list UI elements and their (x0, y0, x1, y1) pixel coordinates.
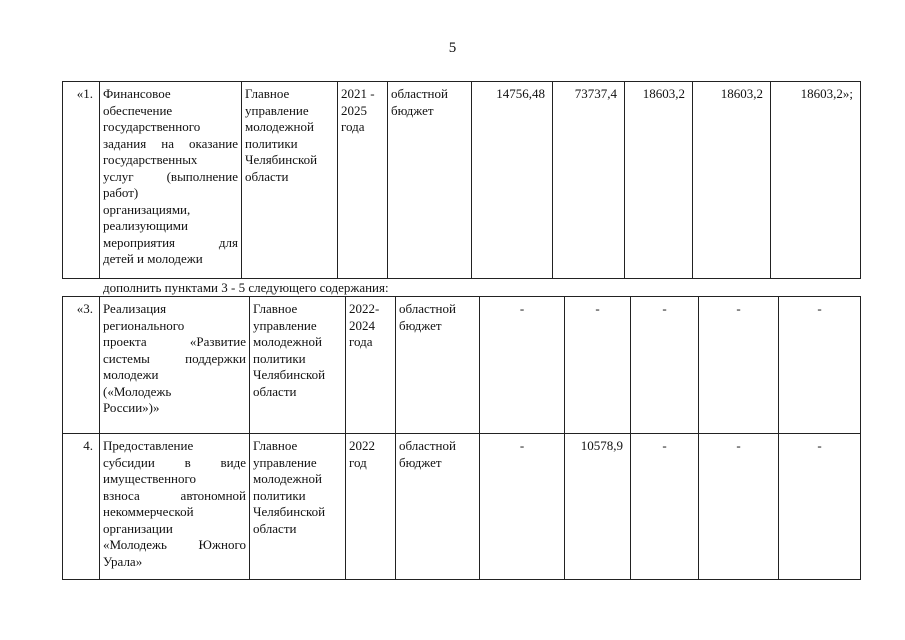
measure-name (100, 297, 250, 434)
program-table-part-2 (62, 296, 861, 580)
name-line: взноса автономной (103, 487, 246, 503)
implementation-period (338, 82, 388, 279)
name-line: проекта «Развитие (103, 334, 246, 349)
funding-value: 18603,2 (693, 82, 771, 279)
implementation-period (346, 434, 396, 580)
funding-value: - (779, 434, 861, 580)
org-line: политики (253, 350, 306, 366)
name-line: реализующими (103, 218, 188, 233)
funding-value: - (480, 434, 565, 580)
org-line: управление (253, 317, 317, 333)
funding-value: - (699, 434, 779, 580)
page-number: 5 (448, 40, 457, 56)
funding-value: - (779, 297, 861, 434)
responsible-organization (250, 434, 346, 580)
period-line: год (349, 454, 367, 470)
name-line: «Молодежь Южного (103, 537, 246, 552)
implementation-period (346, 297, 396, 434)
org-line: Главное (253, 438, 298, 453)
measure-name (100, 82, 242, 279)
responsible-organization (250, 297, 346, 434)
source-line: бюджет (391, 102, 434, 118)
source-line: бюджет (399, 317, 442, 333)
table-row (63, 297, 861, 434)
source-line: областной (399, 301, 456, 316)
org-line: Челябинской (253, 367, 326, 382)
funding-value: - (699, 297, 779, 434)
name-line: задания на оказание (103, 135, 238, 151)
org-line: области (253, 520, 297, 536)
row-number: «3. (63, 297, 100, 434)
org-line: Челябинской (253, 504, 326, 519)
name-line: молодежи (103, 367, 159, 382)
program-table-part-1 (62, 81, 861, 279)
funding-value: - (480, 297, 565, 434)
funding-value: 14756,48 (472, 82, 553, 279)
name-line: Урала» (103, 553, 143, 569)
name-line: некоммерческой (103, 504, 194, 519)
funding-value: - (565, 297, 631, 434)
name-line: организации (103, 520, 173, 536)
funding-value: 18603,2 (625, 82, 693, 279)
name-line: услуг (выполнение (103, 168, 238, 184)
name-line: России»)» (103, 400, 160, 415)
org-line: молодежной (253, 471, 322, 486)
name-line: работ) (103, 185, 139, 200)
org-line: области (253, 383, 297, 399)
org-line: Челябинской (245, 152, 318, 167)
period-line: 2024 (349, 317, 375, 333)
funding-source (396, 434, 480, 580)
name-line: государственного (103, 119, 201, 134)
period-line: 2021 - (341, 86, 375, 101)
funding-value: - (631, 434, 699, 580)
table-row (63, 434, 861, 580)
org-line: Главное (245, 86, 290, 101)
org-line: политики (253, 487, 306, 503)
org-line: управление (253, 454, 317, 470)
funding-value: 73737,4 (553, 82, 625, 279)
source-line: бюджет (399, 454, 442, 470)
funding-value: 18603,2»; (771, 82, 861, 279)
name-line: системы поддержки (103, 350, 246, 366)
name-line: Предоставление (103, 438, 194, 453)
org-line: политики (245, 135, 298, 151)
funding-source (388, 82, 472, 279)
name-line: мероприятия для (103, 234, 238, 250)
name-line: детей и молодежи (103, 251, 203, 266)
funding-value: 10578,9 (565, 434, 631, 580)
name-line: регионального (103, 317, 185, 333)
table-row (63, 82, 861, 279)
org-line: молодежной (253, 334, 322, 349)
name-line: организациями, (103, 201, 191, 217)
name-line: обеспечение (103, 102, 173, 118)
funding-source (396, 297, 480, 434)
responsible-organization (242, 82, 338, 279)
name-line: Финансовое (103, 86, 171, 101)
period-line: года (349, 334, 373, 349)
name-line: субсидии в виде (103, 454, 246, 470)
measure-name (100, 434, 250, 580)
name-line: («Молодежь (103, 383, 172, 399)
period-line: 2022 (349, 438, 375, 453)
funding-value: - (631, 297, 699, 434)
row-number: «1. (63, 82, 100, 279)
org-line: управление (245, 102, 309, 118)
period-line: 2022- (349, 301, 380, 316)
period-line: 2025 (341, 102, 367, 118)
org-line: молодежной (245, 119, 314, 134)
source-line: областной (391, 86, 448, 101)
name-line: имущественного (103, 471, 196, 486)
period-line: года (341, 119, 365, 134)
row-number: 4. (63, 434, 100, 580)
org-line: Главное (253, 301, 298, 316)
org-line: области (245, 168, 289, 184)
amendment-note: дополнить пунктами 3 - 5 следующего содержания: (103, 280, 389, 295)
name-line: государственных (103, 152, 198, 167)
name-line: Реализация (103, 301, 167, 316)
source-line: областной (399, 438, 456, 453)
